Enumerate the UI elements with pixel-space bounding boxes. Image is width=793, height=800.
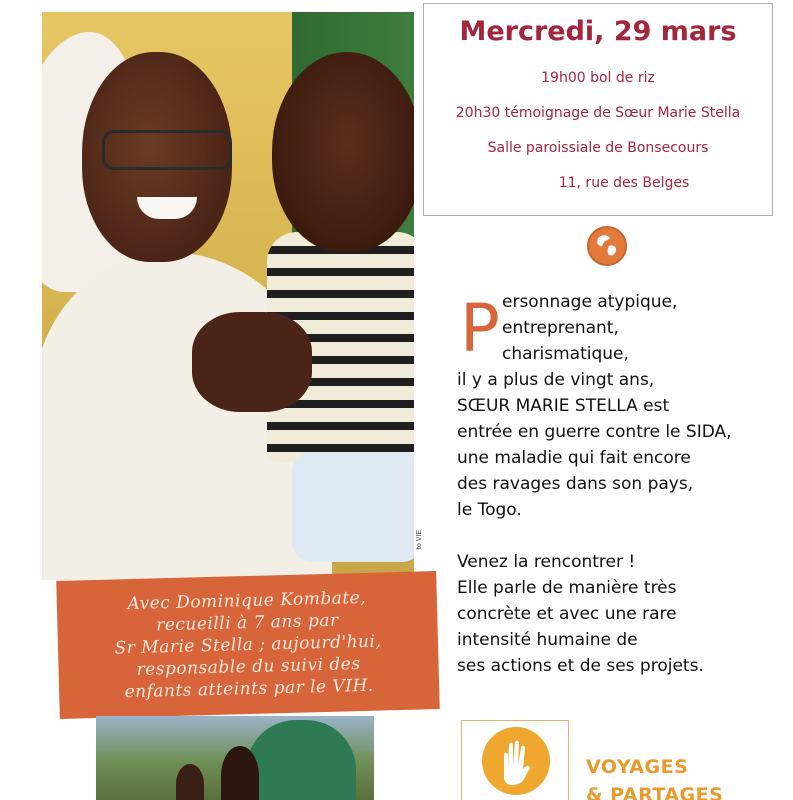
caption-line: recueilli à 7 ans par — [155, 610, 339, 636]
brand-name-line2: & PARTAGES — [586, 784, 724, 800]
photo-child-pants — [292, 452, 414, 562]
photo-caption — [56, 571, 439, 719]
event-date: Mercredi, 29 mars — [459, 16, 737, 47]
body-line: charismatique, — [502, 344, 629, 364]
photo-credit: to VIE — [416, 530, 423, 550]
photo-glasses — [102, 130, 232, 170]
body-line: des ravages dans son pays, — [457, 474, 694, 494]
photo-person-child — [176, 764, 204, 800]
body-line: entreprenant, — [502, 318, 619, 338]
photo-arch — [246, 720, 356, 800]
caption-line: Sr Marie Stella ; aujourd'hui, — [114, 631, 382, 659]
voyages-partages-logo — [461, 720, 569, 800]
brand-name-line1: VOYAGES — [586, 756, 689, 778]
hand-logo-icon — [482, 727, 550, 795]
body-line: il y a plus de vingt ans, — [457, 370, 655, 390]
event-venue: Salle paroissiale de Bonsecours — [487, 140, 709, 156]
drop-cap: P — [460, 290, 500, 367]
event-talk: 20h30 témoignage de Sœur Marie Stella — [455, 105, 741, 121]
body-line: ersonnage atypique, — [502, 292, 678, 312]
photo-child-head — [272, 52, 414, 252]
caption-line: Avec Dominique Kombate, — [127, 587, 367, 615]
body-line: intensité humaine de — [457, 630, 638, 650]
event-address: 11, rue des Belges — [558, 175, 690, 191]
body-line: Elle parle de manière très — [457, 578, 677, 598]
main-photo — [42, 12, 414, 580]
event-meal: 19h00 bol de riz — [541, 70, 655, 86]
body-line: SŒUR MARIE STELLA est — [457, 396, 670, 416]
globe-icon — [587, 226, 627, 266]
secondary-photo — [96, 716, 374, 800]
body-line: concrète et avec une rare — [457, 604, 677, 624]
caption-line: responsable du suivi des — [136, 654, 361, 680]
caption-line: enfants atteints par le VIH. — [124, 675, 374, 703]
body-line: une maladie qui fait encore — [457, 448, 691, 468]
event-info-box — [423, 3, 773, 216]
body-line: le Togo. — [457, 500, 522, 520]
photo-nun-hand — [192, 312, 312, 412]
body-line: entrée en guerre contre le SIDA, — [457, 422, 732, 442]
photo-person-adult — [221, 746, 259, 800]
body-line: Venez la rencontrer ! — [457, 552, 636, 572]
body-line: ses actions et de ses projets. — [457, 656, 704, 676]
